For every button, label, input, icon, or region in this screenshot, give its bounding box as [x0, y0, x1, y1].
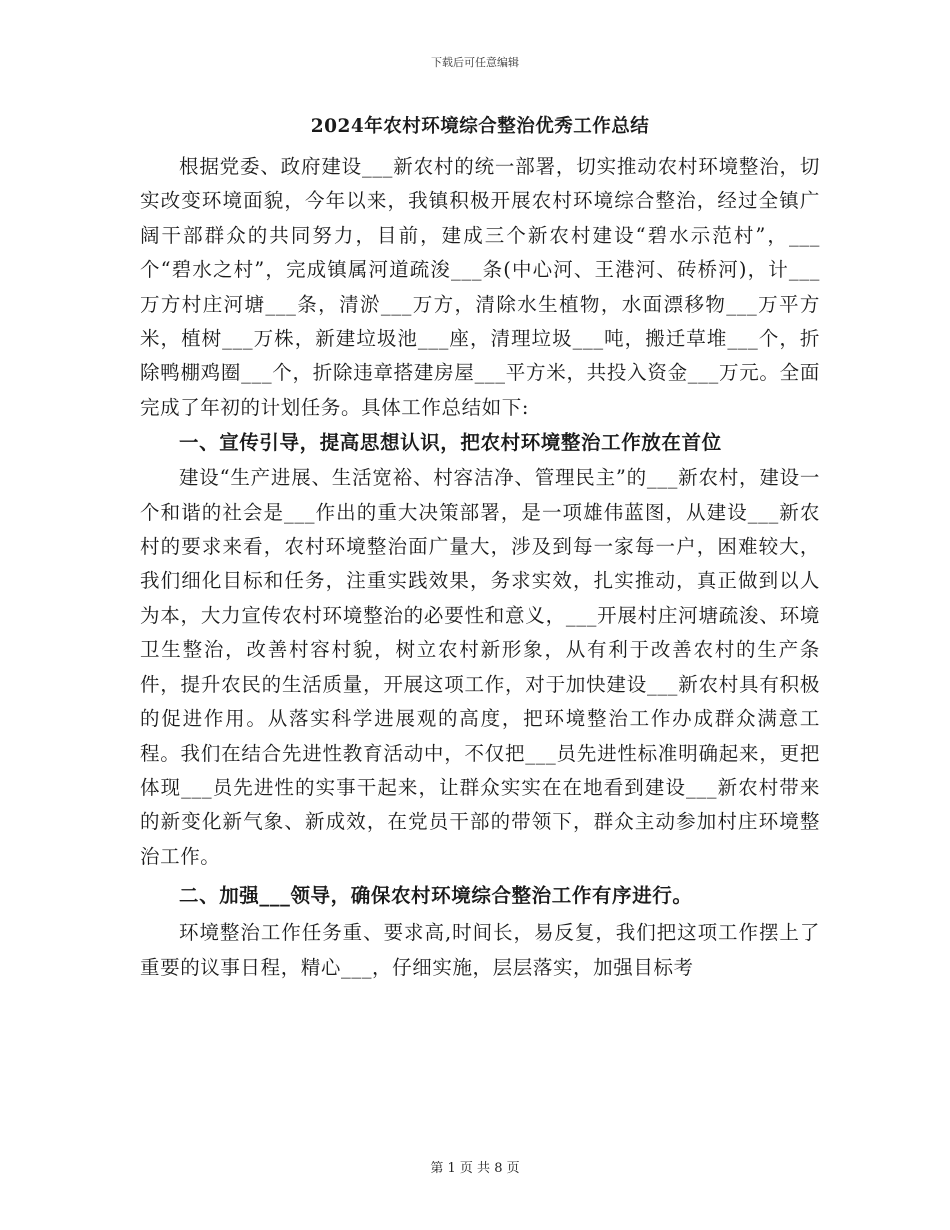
- intro-paragraph: 根据党委、政府建设___新农村的统一部署，切实推动农村环境整治，切实改变环境面貌，今年以来，我镇积极开展农村环境综合整治，经过全镇广阔干部群众的共同努力，目前，建成三个新农村建设“碧水示范村”，___个“碧水之村”，完成镇属河道疏浚___条(中心河、王港河、砖桥河)，计___万方村庄河塘___条，清淤___万方，清除水生植物，水面漂移物___万平方米，植树___万株，新建垃圾池___座，清理垃圾___吨，搬迁草堆___个，折除鸭棚鸡圈___个，折除违章搭建房屋___平方米，共投入资金___万元。全面完成了年初的计划任务。具体工作总结如下:: [140, 155, 820, 419]
- page-number-footer: 第 1 页 共 8 页: [430, 1161, 520, 1176]
- page-header-note: 下载后可任意编辑: [431, 56, 519, 69]
- document-title: 2024年农村环境综合整治优秀工作总结: [310, 116, 650, 137]
- section-heading-1: 一、宣传引导，提高思想认识，把农村环境整治工作放在首位: [179, 431, 722, 455]
- section-1-paragraph: 建设“生产进展、生活宽裕、村容洁净、管理民主”的___新农村，建设一个和谐的社会是___作出的重大决策部署，是一项雄伟蓝图，从建设___新农村的要求来看，农村环境整治面广量大，涉及到每一家每一户，困难较大，我们细化目标和任务，注重实践效果，务求实效，扎实推动，真正做到以人为本，大力宣传农村环境整治的必要性和意义，___开展村庄河塘疏浚、环境卫生整治，改善村容村貌，树立农村新形象，从有利于改善农村的生产条件，提升农民的生活质量，开展这项工作，对于加快建设___新农村具有积极的促进作用。从落实科学进展观的高度，把环境整治工作办成群众满意工程。我们在结合先进性教育活动中，不仅把___员先进性标准明确起来，更把体现___员先进性的实事干起来，让群众实实在在地看到建设___新农村带来的新变化新气象、新成效，在党员干部的带领下，群众主动参加村庄环境整治工作。: [140, 466, 820, 868]
- section-heading-2: 二、加强___领导，确保农村环境综合整治工作有序进行。: [179, 884, 693, 908]
- section-2-paragraph: 环境整治工作任务重、要求高,时间长，易反复，我们把这项工作摆上了重要的议事日程，精心___，仔细实施，层层落实，加强目标考: [140, 921, 820, 979]
- document-body: [140, 111, 820, 985]
